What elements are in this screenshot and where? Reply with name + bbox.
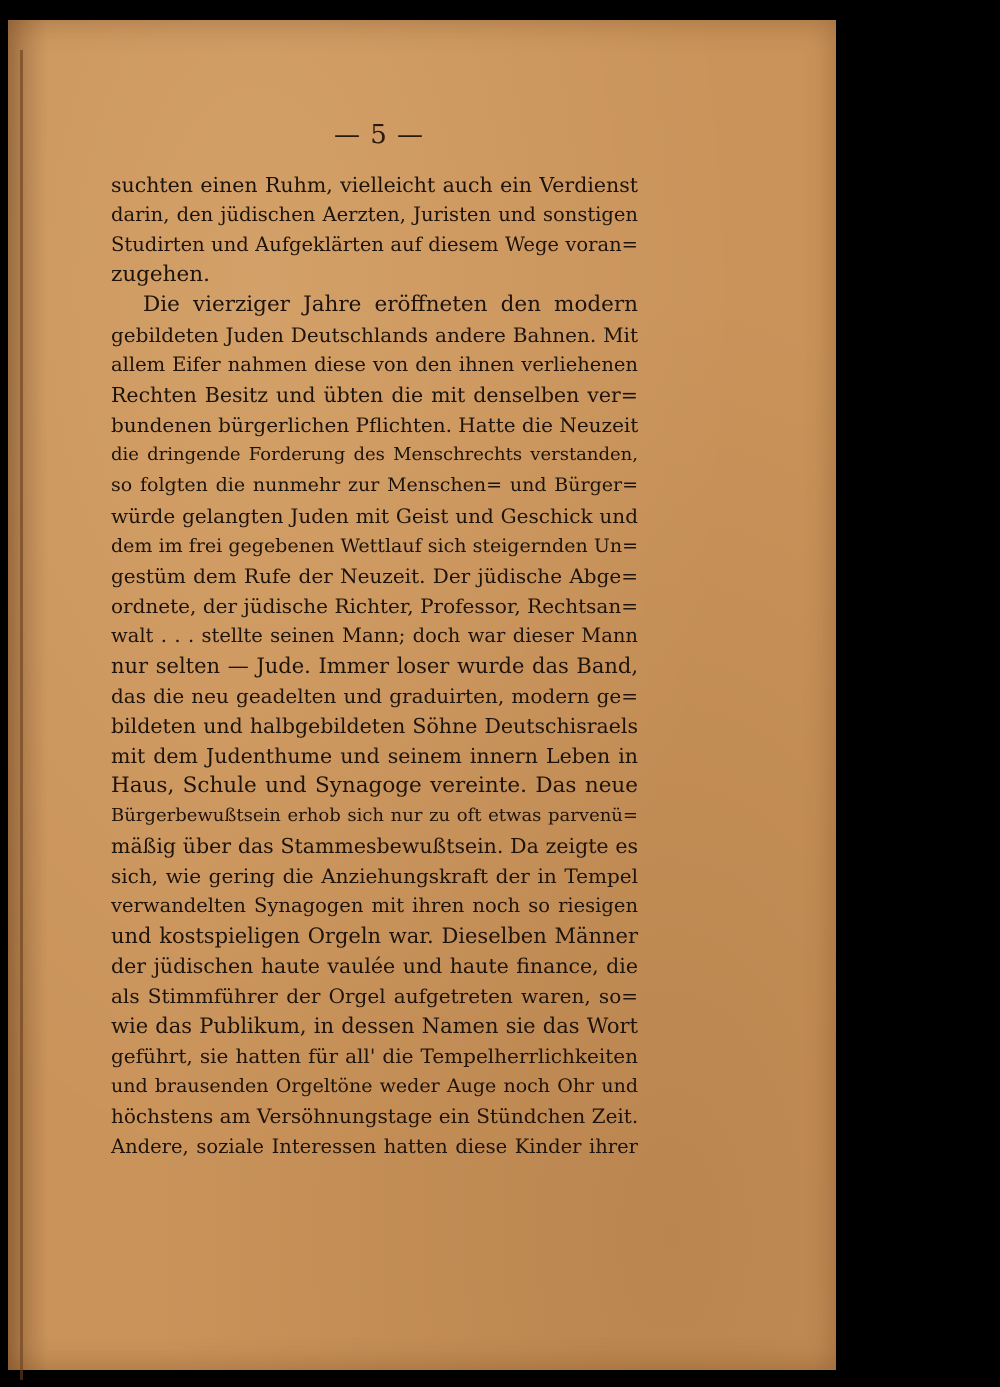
text-line: ordnete, der jüdische Richter, Professor, Rechtsan= — [111, 593, 638, 618]
text-line: Die vierziger Jahre eröffneten den modern — [143, 292, 638, 318]
text-line: bundenen bürgerlichen Pflichten. Hatte die Neuzeit — [111, 413, 639, 438]
text-line: Haus, Schule und Synagoge vereinte. Das neue — [111, 772, 638, 798]
text-line: darin, den jüdischen Aerzten, Juristen und sonstigen — [111, 203, 638, 227]
text-line: dem im frei gegebenen Wettlauf sich steigernden Un= — [111, 534, 638, 557]
text-line: Rechten Besitz und übten die mit denselben ver= — [111, 383, 638, 408]
text-line: und kostspieligen Orgeln war. Dieselben Männer — [111, 924, 638, 949]
text-line: bildeten und halbgebildeten Söhne Deutschisraels — [111, 713, 638, 738]
text-line: gestüm dem Rufe der Neuzeit. Der jüdische Abge= — [111, 563, 638, 588]
text-line: das die neu geadelten und graduirten, modern ge= — [111, 683, 638, 708]
text-line: sich, wie gering die Anziehungskraft der in Tempel — [111, 864, 638, 889]
text-line: Andere, soziale Interessen hatten diese Kinder ihrer — [111, 1134, 638, 1158]
text-line: geführt, sie hatten für all' die Tempelherrlichkeiten — [111, 1044, 638, 1069]
text-line: walt . . . stellte seinen Mann; doch war dieser Mann — [111, 623, 638, 647]
text-line: Bürgerbewußtsein erhob sich nur zu oft etwas parvenü= — [111, 804, 638, 826]
text-line: verwandelten Synagogen mit ihren noch so riesigen — [111, 894, 638, 918]
text-line: wie das Publikum, in dessen Namen sie das Wort — [111, 1014, 638, 1039]
page-number: — 5 — — [333, 120, 425, 150]
text-line: mit dem Judenthume und seinem innern Leben in — [111, 743, 638, 768]
text-line: und brausenden Orgeltöne weder Auge noch Ohr und — [111, 1075, 638, 1098]
text-line: der jüdischen haute vaulée und haute finance, die — [111, 954, 638, 979]
text-line: als Stimmführer der Orgel aufgetreten waren, so= — [111, 984, 638, 1009]
text-line: allem Eifer nahmen diese von den ihnen verliehenen — [111, 353, 638, 377]
text-line: höchstens am Versöhnungstage ein Stündchen Zeit. — [111, 1104, 639, 1129]
text-line: gebildeten Juden Deutschlands andere Bahnen. Mit — [111, 323, 638, 348]
text-line: würde gelangten Juden mit Geist und Geschick und — [111, 503, 638, 528]
text-line: mäßig über das Stammesbewußtsein. Da zeigte es — [111, 834, 638, 859]
text-line: so folgten die nunmehr zur Menschen= und Bürger= — [111, 474, 638, 497]
book-page — [8, 20, 836, 1370]
text-line: nur selten — Jude. Immer loser wurde das Band, — [111, 653, 638, 678]
page-edge — [20, 50, 23, 1380]
text-line: Studirten und Aufgeklärten auf diesem Wege voran= — [111, 233, 638, 257]
body-text — [111, 170, 638, 1162]
text-line: zugehen. — [111, 262, 210, 288]
text-line: die dringende Forderung des Menschrechts verstanden, — [111, 444, 638, 466]
text-line: suchten einen Ruhm, vielleicht auch ein Verdienst — [111, 173, 638, 197]
